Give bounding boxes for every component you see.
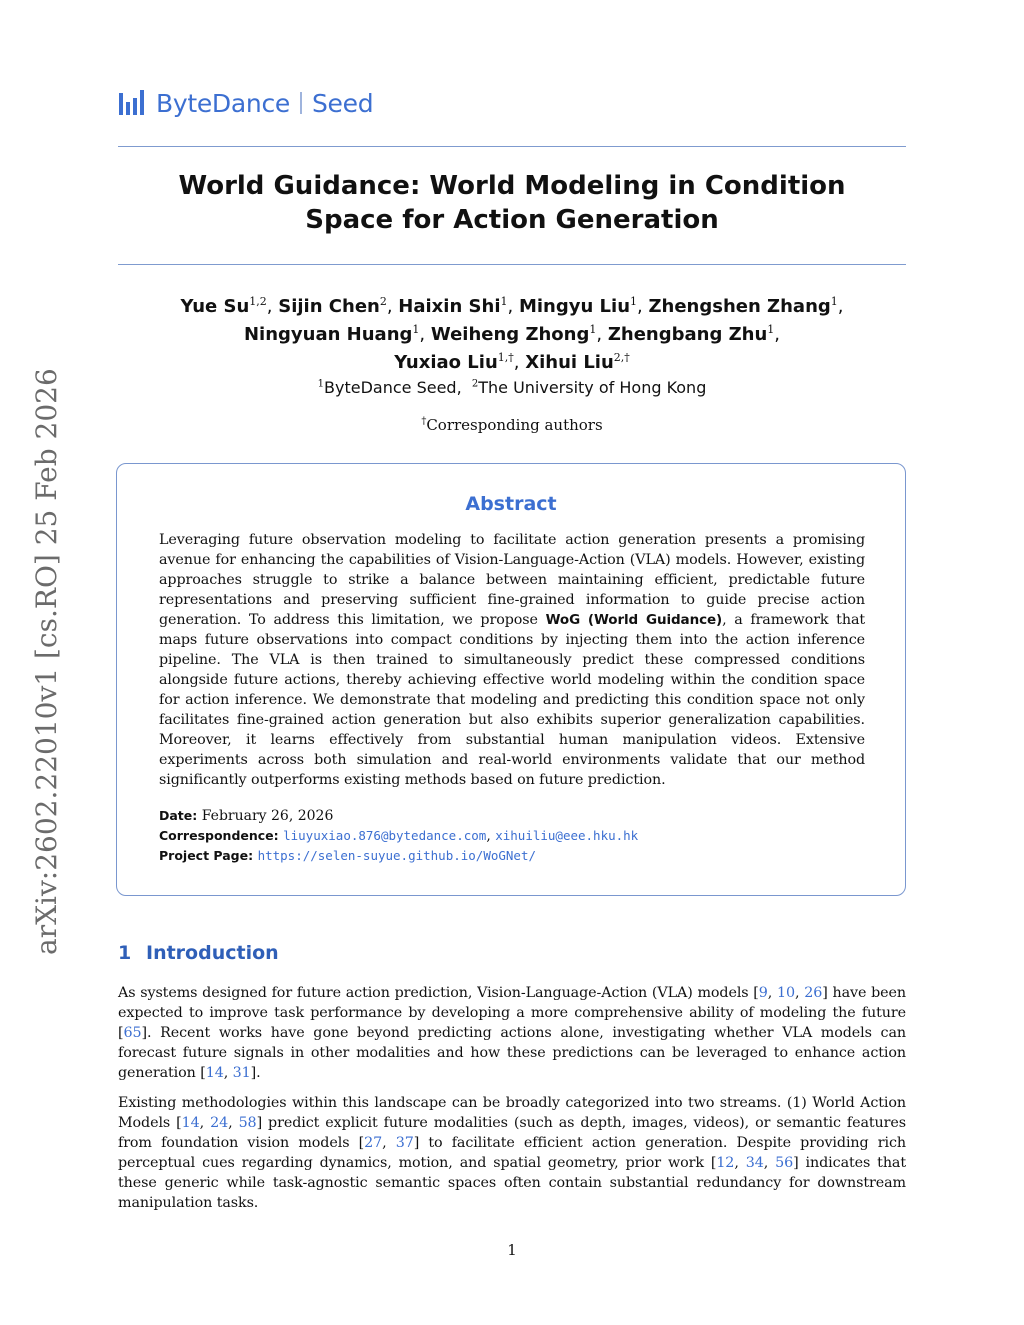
citation-link[interactable]: 58 bbox=[238, 1115, 257, 1131]
author-affiliation-mark: 1 bbox=[589, 323, 597, 336]
abstract-text-part-2: , a framework that maps future observations into compact conditions by injecting them into the action inference pipeline. The VLA is then trained to simultaneously predict these compressed conditions alongside future actions, thereby achieving effective world modeling within the condition space for action inference. We demonstrate that modeling and predicting this condition space not only facilitates fine-grained action generation but also exhibits superior generalization capabilities. Moreover, it learns effectively from substantial human manipulation videos. Extensive experiments across both simulation and real-world environments validate that our method significantly outperforms existing methods based on future prediction. bbox=[159, 612, 866, 788]
title-bottom-rule bbox=[118, 264, 906, 265]
project-page-link[interactable]: https://selen-suyue.github.io/WoGNet/ bbox=[257, 848, 537, 863]
project-page-label: Project Page: bbox=[159, 848, 254, 863]
email-link-1[interactable]: liuyuxiao.876@bytedance.com bbox=[283, 828, 487, 843]
citation-link[interactable]: 37 bbox=[395, 1135, 414, 1151]
paragraph-text: Existing methodologies within this landscape can be broadly categorized into two streams. (1) World Action Models [ bbox=[118, 1095, 906, 1131]
paragraph-text: As systems designed for future action prediction, Vision-Language-Action (VLA) models [ bbox=[118, 985, 759, 1001]
paragraph-text: ] to facilitate efficient action generation. Despite providing rich perceptual cues regarding dynamics, motion, and spatial geometry, prior work [ bbox=[118, 1135, 906, 1171]
correspondence-label: Correspondence: bbox=[159, 828, 279, 843]
paragraph-text: , bbox=[382, 1135, 396, 1151]
citation-link[interactable]: 27 bbox=[364, 1135, 383, 1151]
paragraph-text: ]. Recent works have gone beyond predicting actions alone, investigating whether VLA models can forecast future signals in other modalities and how these predictions can be leveraged to enhance action generation [ bbox=[118, 1025, 906, 1081]
paragraph-text: , bbox=[795, 985, 805, 1001]
date-line bbox=[159, 806, 865, 826]
date-label: Date: bbox=[159, 808, 198, 823]
date-value: February 26, 2026 bbox=[201, 808, 334, 824]
author-line-2: Ningyuan Huang$^1$, Weiheng Zhong$^1$, Zhengbang Zhu$^1$, bbox=[243, 323, 781, 345]
author-affiliation-mark: 2 bbox=[379, 295, 387, 308]
citation-link[interactable]: 14 bbox=[181, 1115, 200, 1131]
paragraph-text: ] have been expected to improve task performance by developing a more comprehensive ability of modeling the future [ bbox=[118, 985, 907, 1041]
author-line-1: Yue Su$^{1,2}$, Sijin Chen$^2$, Haixin Shi$^1$, Mingyu Liu$^1$, Zhengshen Zhang$^1$, bbox=[180, 295, 844, 317]
affiliations: $^1$ByteDance Seed, $^2$The University of Hong Kong bbox=[317, 378, 707, 397]
author-name: Weiheng Zhong bbox=[430, 324, 590, 345]
citation-link[interactable]: 10 bbox=[777, 985, 796, 1001]
author-list bbox=[118, 290, 906, 374]
author-affiliation-mark: 1 bbox=[412, 323, 420, 336]
bytedance-seed-logo bbox=[118, 86, 373, 120]
correspondence-line bbox=[159, 826, 865, 846]
citation-link[interactable]: 65 bbox=[123, 1025, 142, 1041]
citation-link[interactable]: 12 bbox=[716, 1155, 735, 1171]
paragraph-text: , bbox=[223, 1065, 233, 1081]
author-affiliation-mark: 1 bbox=[630, 295, 638, 308]
citation-link[interactable]: 31 bbox=[232, 1065, 251, 1081]
affiliation-mark: 2 bbox=[471, 378, 479, 390]
project-page-line bbox=[159, 846, 865, 866]
paragraph-text: , bbox=[199, 1115, 211, 1131]
abstract-text-part-1: Leveraging future observation modeling to facilitate action generation presents a promising avenue for enhancing the capabilities of Vision-Language-Action (VLA) models. However, existing approaches struggle to strike a balance between maintaining efficient, predictable future representations and preserving sufficient fine-grained information to guide precise action generation. To address this limitation, we propose bbox=[159, 532, 865, 628]
citation-link[interactable]: 9 bbox=[758, 985, 768, 1001]
author-name: Zhengbang Zhu bbox=[607, 324, 768, 345]
author-name: Yuxiao Liu bbox=[394, 352, 498, 373]
paragraph-text: , bbox=[734, 1155, 746, 1171]
logo-product-text: Seed bbox=[311, 88, 374, 118]
section-number: 1 bbox=[118, 942, 132, 964]
paragraph-text: , bbox=[228, 1115, 239, 1131]
logo-divider bbox=[300, 92, 302, 114]
affiliation-name: ByteDance Seed bbox=[324, 378, 457, 397]
email-link-2[interactable]: xihuiliu@eee.hku.hk bbox=[495, 828, 639, 843]
paragraph-text: ] indicates that these generic while task-agnostic semantic spaces often contain substantial redundancy for downstream manipulation tasks. bbox=[118, 1155, 907, 1211]
author-affiliation-mark: 1,† bbox=[497, 351, 514, 364]
author-name: Zhengshen Zhang bbox=[648, 296, 831, 317]
title-line-2: Space for Action Generation bbox=[305, 205, 719, 235]
author-line-3: Yuxiao Liu$^{1,\dagger}$, Xihui Liu$^{2,\dagger}$ bbox=[394, 351, 630, 373]
corresponding-note bbox=[118, 416, 906, 434]
author-name: Ningyuan Huang bbox=[243, 324, 413, 345]
corresponding-text: Corresponding authors bbox=[426, 416, 603, 434]
section-title: Introduction bbox=[146, 942, 279, 964]
citation-link[interactable]: 34 bbox=[745, 1155, 764, 1171]
email-separator: , bbox=[486, 828, 496, 844]
author-affiliation-mark: 1 bbox=[767, 323, 775, 336]
title-line-1: World Guidance: World Modeling in Condition bbox=[178, 171, 846, 201]
author-name: Yue Su bbox=[180, 296, 250, 317]
logo-brand-text: ByteDance bbox=[156, 88, 290, 118]
intro-paragraph-2 bbox=[118, 1093, 906, 1213]
intro-paragraph-1 bbox=[118, 983, 906, 1083]
corresponding-mark: † bbox=[421, 416, 427, 427]
paragraph-text: , bbox=[767, 985, 778, 1001]
bytedance-logo-icon bbox=[118, 89, 148, 117]
citation-link[interactable]: 24 bbox=[210, 1115, 229, 1131]
abstract-heading: Abstract bbox=[465, 493, 557, 515]
section-heading-introduction bbox=[118, 942, 279, 964]
citation-link[interactable]: 26 bbox=[804, 985, 823, 1001]
author-name: Mingyu Liu bbox=[518, 296, 631, 317]
paragraph-text: ]. bbox=[250, 1065, 261, 1081]
paragraph-text: , bbox=[763, 1155, 776, 1171]
method-name: WoG (World Guidance) bbox=[545, 612, 723, 628]
author-affiliation-mark: 1 bbox=[830, 295, 838, 308]
page-number: 1 bbox=[507, 1241, 517, 1259]
author-name: Xihui Liu bbox=[525, 352, 614, 373]
affiliation-mark: 1 bbox=[317, 378, 325, 390]
author-name: Haixin Shi bbox=[398, 296, 501, 317]
citation-link[interactable]: 56 bbox=[775, 1155, 794, 1171]
arxiv-identifier: arXiv:2602.22010v1 [cs.RO] 25 Feb 2026 bbox=[30, 368, 63, 955]
affiliation-name: The University of Hong Kong bbox=[478, 378, 707, 397]
author-affiliation-mark: 1 bbox=[500, 295, 508, 308]
top-rule bbox=[118, 146, 906, 147]
author-affiliation-mark: 2,† bbox=[613, 351, 630, 364]
author-name: Sijin Chen bbox=[278, 296, 380, 317]
citation-link[interactable]: 14 bbox=[205, 1065, 224, 1081]
paper-title bbox=[118, 169, 906, 237]
abstract-body bbox=[159, 530, 865, 790]
author-affiliation-mark: 1,2 bbox=[249, 295, 267, 308]
paragraph-text: ] predict explicit future modalities (such as depth, images, videos), or semantic features from foundation vision models [ bbox=[118, 1115, 906, 1151]
